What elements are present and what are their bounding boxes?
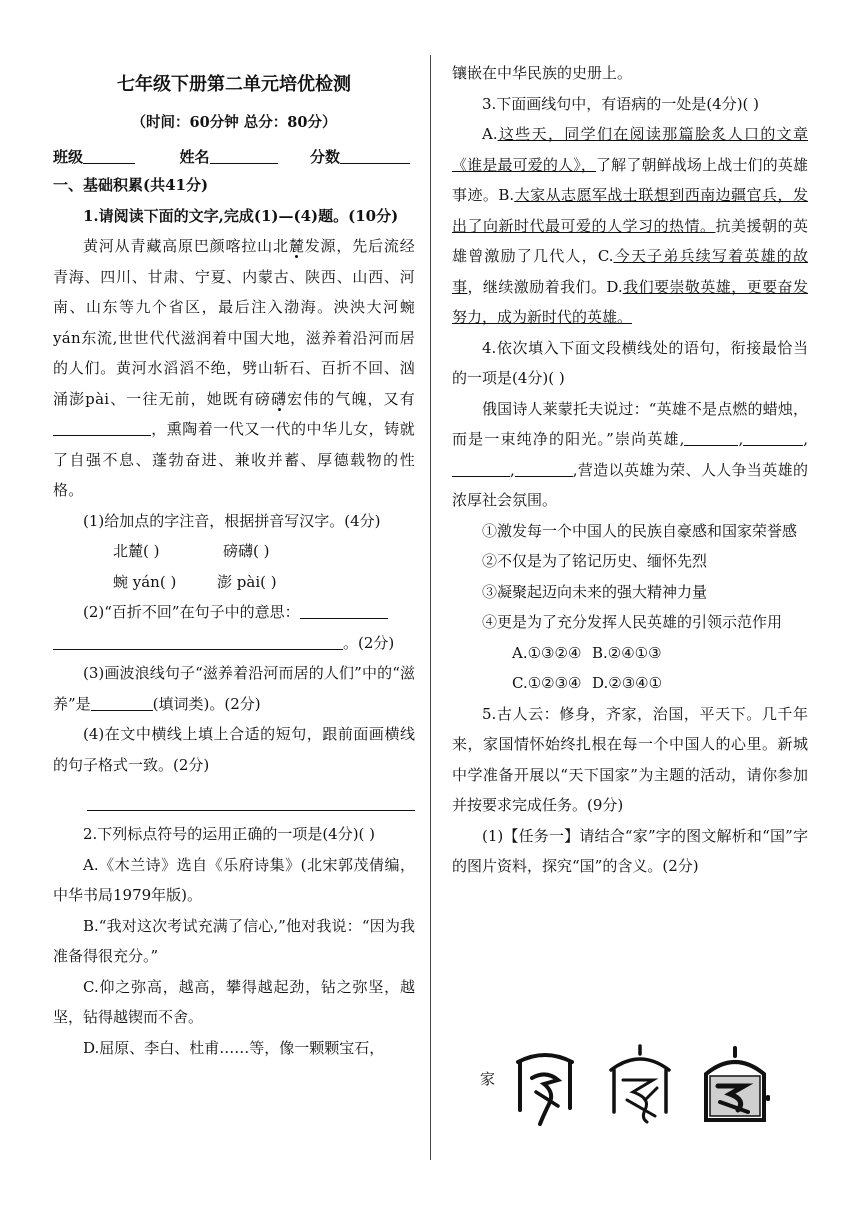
answer-blank[interactable] (300, 600, 388, 619)
passage-text: 宏伟的气魄，又有 (287, 389, 416, 408)
choice-c[interactable]: C.①②③④ (512, 674, 582, 692)
passage-text: 发源，先后流经青海、四川、甘肃、宁夏、内蒙古、陕西、山西、河南、山东等九个省区，最后注入渤海。泱泱大河蜿yán东流,世世代代滋润着中国大地，滋养着沿河而居的人们。黄河水滔滔不绝，劈山斩石、百折不回、汹涌澎pài、一往无前，她既有磅 (53, 237, 415, 408)
character-glyph-images (470, 1040, 790, 1130)
choice-b[interactable]: B.②④①③ (592, 643, 662, 662)
pinyin-item: 北麓( ) (113, 542, 160, 560)
sentence-option-3: ③凝聚起迈向未来的强大精神力量 (482, 582, 708, 601)
passage-blank[interactable] (53, 417, 151, 436)
reading-passage (53, 231, 415, 506)
option-b: B.“我对这次考试充满了信心,”他对我说：“因为我准备得很充分。” (53, 916, 415, 965)
passage-text: ，熏陶着一代又一代的中华儿女，铸就了自强不息、蓬勃奋进、兼收并蓄、厚德载物的性格。 (53, 420, 415, 499)
left-column (53, 170, 415, 1063)
question-3-stem: 3.下面画线句中，有语病的一处是(4分)( ) (482, 94, 760, 113)
ancient-jia-glyph-1 (510, 1040, 580, 1130)
passage-text: ，继续激励着我们。D. (467, 277, 623, 296)
underlined-sentence: 我们要崇敬英雄，更要奋发努力，成为新时代的英雄。 (452, 277, 808, 326)
passage-text: 抗美援朝的英雄曾激励了几代人，C. (452, 216, 808, 265)
question-2-stem: 2.下列标点符号的运用正确的一项是(4分)( ) (83, 825, 376, 843)
passage-text: ,营造以英雄为荣、人人争当英雄的浓厚社会氛围。 (452, 460, 808, 509)
answer-blank[interactable] (91, 692, 153, 711)
option-d-continued: 镶嵌在中华民族的史册上。 (452, 64, 633, 82)
ancient-jia-seal-glyph (700, 1040, 770, 1130)
underlined-sentence: 这些天，同学们在阅读那篇脍炙人口的文章《谁是最可爱的人》， (452, 125, 808, 174)
student-info-row (53, 143, 410, 171)
question-1-1: (1)给加点的字注音，根据拼音写汉字。(4分) (83, 511, 381, 530)
underlined-sentence: 大家从志愿军战士联想到西南边疆官兵，发出了向新时代最可爱的人学习的热情。 (452, 186, 808, 235)
question-4-passage: 俄国诗人莱蒙托夫说过：“英雄不是点燃的蜡烛，而是一束纯净的阳光。”崇尚英雄, , ,, ,营造以英雄为荣、人人争当英雄的浓厚社会氛围。 (452, 399, 808, 509)
dotted-char: 礴 (271, 389, 288, 408)
name-field[interactable] (210, 145, 278, 164)
glyph-caption: 家 (480, 1070, 496, 1088)
class-field[interactable] (83, 145, 135, 164)
question-text: (填词类)。(2分) (152, 694, 261, 713)
question-1-2 (53, 597, 415, 628)
answer-blank[interactable] (743, 427, 803, 446)
class-label: 班级 (53, 148, 84, 166)
passage-text: 黄河从青藏高原巴颜喀拉山北 (83, 237, 289, 255)
pinyin-item: 蜿 yán( ) (113, 572, 177, 591)
passage-text: 了解了朝鲜战场上战士们的英雄事迹。B. (452, 155, 808, 204)
choice-d[interactable]: D.②③④① (592, 674, 663, 692)
answer-blank[interactable] (53, 631, 343, 650)
answer-blank[interactable] (684, 427, 738, 446)
right-column (452, 58, 808, 882)
answer-blank[interactable] (515, 458, 573, 477)
question-1-stem: 1.请阅读下面的文字,完成(1)—(4)题。(10分) (83, 206, 399, 225)
column-divider (430, 55, 431, 1160)
score-label: 分数 (309, 148, 340, 166)
score-field[interactable] (340, 145, 410, 164)
option-label: A. (482, 125, 498, 143)
sentence-option-2: ②不仅是为了铭记历史、缅怀先烈 (482, 552, 708, 570)
question-4-stem: 4.依次填入下面文段横线处的语句，衔接最恰当的一项是(4分)( ) (452, 338, 808, 387)
question-5-1: (1)【任务一】请结合“家”字的图文解析和“国”字的图片资料，探究“国”的含义。(2分) (452, 826, 808, 875)
choice-a[interactable]: A.①③②④ (512, 643, 582, 662)
question-3-passage (452, 119, 808, 333)
question-text: 。(2分) (343, 633, 395, 652)
question-text: (3)画波浪线句子“滋养着沿河而居的人们”中的“滋养”是 (53, 664, 415, 713)
pinyin-item: 磅礴( ) (223, 542, 270, 560)
option-a: A.《木兰诗》选自《乐府诗集》(北宋郭茂倩编，中华书局1979年版)。 (53, 855, 415, 904)
passage-text: 俄国诗人莱蒙托夫说过：“英雄不是点燃的蜡烛，而是一束纯净的阳光。”崇尚英雄, (452, 399, 808, 448)
option-c: C.仰之弥高，越高，攀得越起劲，钻之弥坚，越坚，钻得越锲而不舍。 (53, 977, 415, 1026)
answer-row (53, 536, 415, 567)
question-text: (2)“百折不回”在句子中的意思： (83, 603, 300, 621)
name-label: 姓名 (179, 148, 210, 166)
question-1-2-cont (53, 628, 415, 659)
exam-subtitle: （时间：60分钟 总分：80分） (131, 114, 337, 131)
question-1-4: (4)在文中横线上填上合适的短句，跟前面画横线的句子格式一致。(2分) (53, 725, 415, 774)
section-heading: 一、基础积累(共41分) (53, 176, 209, 194)
page-title: 七年级下册第二单元培优检测 (117, 74, 351, 95)
choice-row (452, 668, 808, 699)
ancient-jia-glyph-2 (605, 1040, 675, 1130)
answer-line[interactable] (87, 788, 415, 811)
pinyin-item: 澎 pài( ) (217, 572, 277, 591)
answer-row (53, 567, 415, 598)
option-d: D.屈原、李白、杜甫……等，像一颗颗宝石， (83, 1038, 385, 1057)
answer-blank[interactable] (452, 458, 510, 477)
choice-row (452, 638, 808, 669)
dotted-char: 麓 (288, 237, 305, 255)
question-5-stem: 5.古人云：修身，齐家，治国，平天下。几千年来，家国情怀始终扎根在每一个中国人的心里。新城中学准备开展以“天下国家”为主题的活动，请你参加并按要求完成任务。(9分) (452, 704, 808, 814)
question-1-3 (53, 658, 415, 719)
sentence-option-1: ①激发每一个中国人的民族自豪感和国家荣誉感 (482, 521, 798, 540)
sentence-option-4: ④更是为了充分发挥人民英雄的引领示范作用 (482, 613, 783, 631)
underlined-sentence: 今天子弟兵续写着英雄的故事 (452, 247, 808, 296)
